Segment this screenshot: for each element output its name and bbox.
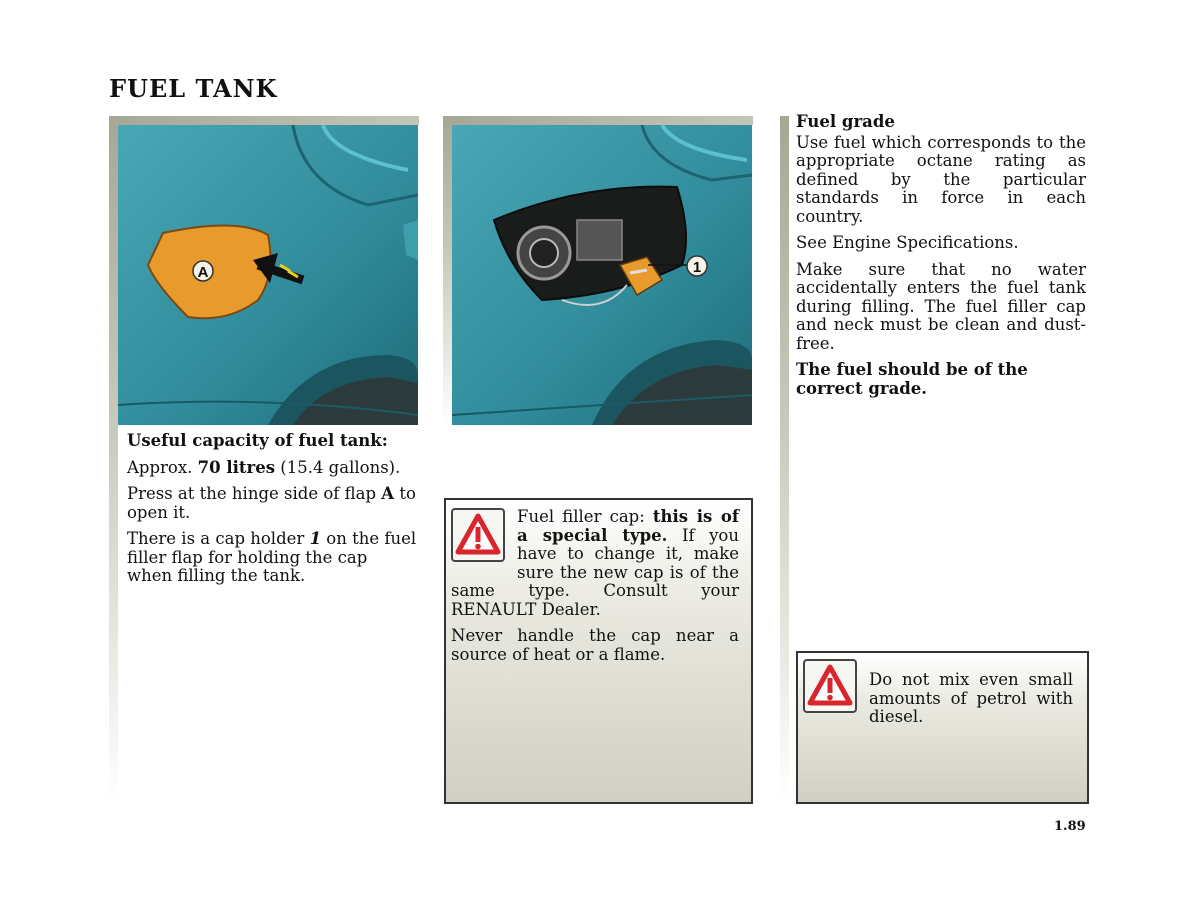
- page-number: 1.89: [1054, 819, 1086, 834]
- capacity-heading: Useful capacity of fuel tank:: [127, 431, 388, 450]
- warning-triangle-icon: [803, 659, 857, 713]
- capacity-text: Approx. 70 litres (15.4 gallons).: [127, 457, 401, 477]
- left-text: [127, 432, 417, 594]
- warning-triangle-icon: [451, 508, 505, 562]
- cap-holder-text: There is a cap holder 1 on the fuel filler flap for holding the cap when filling the tank.: [127, 529, 417, 585]
- diesel-warning: [796, 651, 1089, 804]
- fuel-grade-text: Use fuel which corresponds to the appropriate octane rating as defined by the particular standards in force in each country.: [796, 132, 1086, 226]
- engine-specs-ref: See Engine Specifications.: [796, 233, 1019, 252]
- left-photo-top-rule: [109, 116, 419, 125]
- page-title: FUEL TANK: [109, 74, 278, 103]
- right-column-rule: [780, 116, 789, 806]
- correct-grade-text: The fuel should be of the correct grade.: [796, 360, 1028, 398]
- fuel-grade-heading: Fuel grade: [796, 112, 895, 131]
- left-column-rule: [109, 116, 118, 806]
- diesel-warning-text: Do not mix even small amounts of petrol with diesel.: [869, 670, 1073, 726]
- fuel-cap-photo: [452, 125, 752, 425]
- warning-special-cap: Fuel filler cap: this is of a special type. If you have to change it, make sure the new cap is of the same type. Consult your RENAULT Dealer.: [451, 507, 740, 619]
- open-flap-text: Press at the hinge side of flap A to open it.: [127, 484, 416, 522]
- cap-holder-label-1: 1: [692, 259, 702, 276]
- middle-photo-rule: [443, 116, 452, 426]
- fuel-flap-photo: [118, 125, 418, 425]
- flap-label-a: A: [197, 264, 209, 281]
- water-warning-text: Make sure that no water accidentally enters the fuel tank during filling. The fuel filler cap and neck must be clean and dust-free.: [796, 259, 1086, 353]
- right-text: [796, 113, 1086, 406]
- warning-heat-source: Never handle the cap near a source of heat or a flame.: [451, 626, 739, 664]
- middle-photo-top-rule: [443, 116, 753, 125]
- fuel-cap-warning: [444, 498, 753, 804]
